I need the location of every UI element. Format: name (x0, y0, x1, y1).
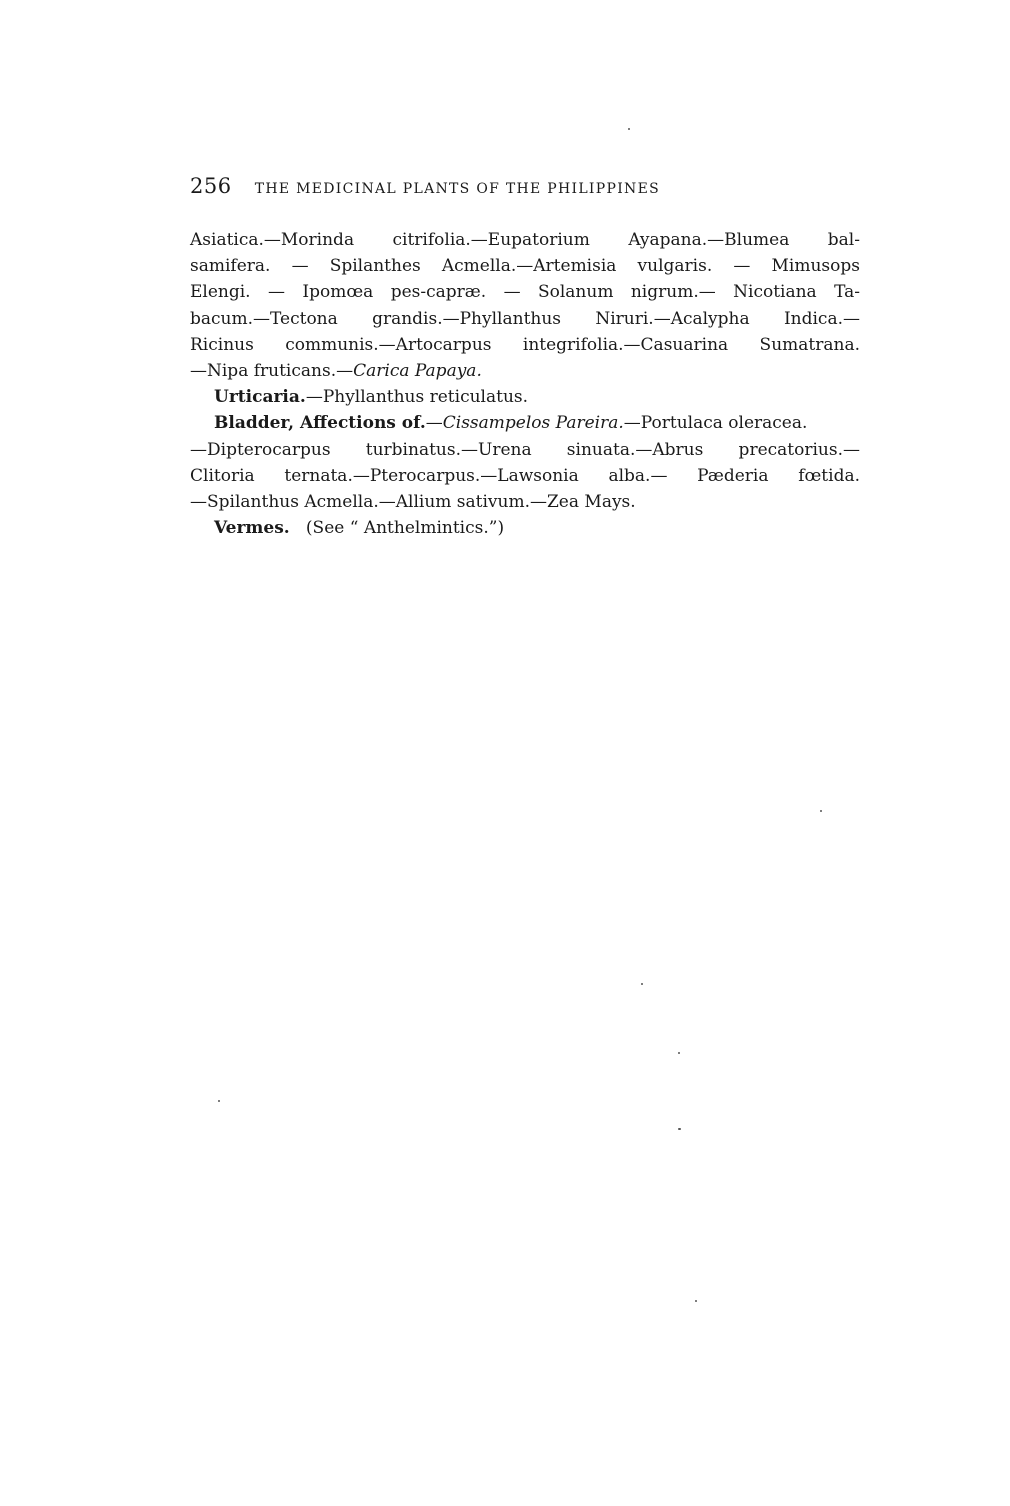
text-line: Clitoria ternata.—Pterocarpus.—Lawsonia alba.— Pæderia fœtida. (190, 465, 860, 486)
text-segment: —Nipa fruticans.— (190, 361, 354, 382)
body-text (190, 227, 860, 541)
text-line: —Spilanthus Acmella.—Allium sativum.—Zea Mays. (190, 492, 636, 513)
italic-species-name: Cissampelos Pareira. (442, 413, 624, 434)
scan-speck (641, 983, 643, 985)
page-header (190, 174, 810, 198)
scan-speck (218, 1100, 220, 1102)
entry-heading: Vermes. (214, 518, 290, 539)
entry-heading: Urticaria. (214, 387, 306, 408)
running-title: THE MEDICINAL PLANTS OF THE PHILIPPINES (254, 181, 660, 197)
entry-text: (See “ Anthelmintics.”) (305, 518, 505, 539)
text-line (190, 358, 860, 384)
text-line: Asiatica.—Morinda citrifolia.—Eupatorium Ayapana.—Blumea bal- (190, 230, 860, 250)
italic-species-name: Carica Papaya. (353, 361, 482, 382)
scan-speck (628, 128, 630, 130)
bladder-entry (190, 410, 860, 436)
scan-speck (678, 1128, 681, 1130)
scan-speck (678, 1052, 680, 1054)
text-line: samifera. — Spilanthes Acmella.—Artemisia vulgaris. — Mimusops (190, 256, 860, 277)
entry-heading: Bladder, Affections of. (214, 413, 426, 434)
entry-text: —Phyllanthus reticulatus. (305, 387, 529, 408)
scan-speck (820, 810, 822, 812)
entry-text: —Portulaca oleracea. (623, 413, 808, 434)
page-number: 256 (190, 174, 232, 198)
text-line: bacum.—Tectona grandis.—Phyllanthus Niruri.—Acalypha Indica.— (190, 308, 860, 329)
text-line: Ricinus communis.—Artocarpus integrifolia.—Casuarina Sumatrana. (190, 334, 860, 355)
text-line: Elengi. — Ipomœa pes-capræ. — Solanum nigrum.— Nicotiana Ta- (190, 282, 860, 303)
text-line: —Dipterocarpus turbinatus.—Urena sinuata.—Abrus precatorius.— (190, 439, 860, 460)
urticaria-entry (190, 384, 860, 410)
entry-dash: — (425, 413, 443, 434)
scan-speck (695, 1300, 697, 1302)
vermes-entry (190, 515, 860, 541)
